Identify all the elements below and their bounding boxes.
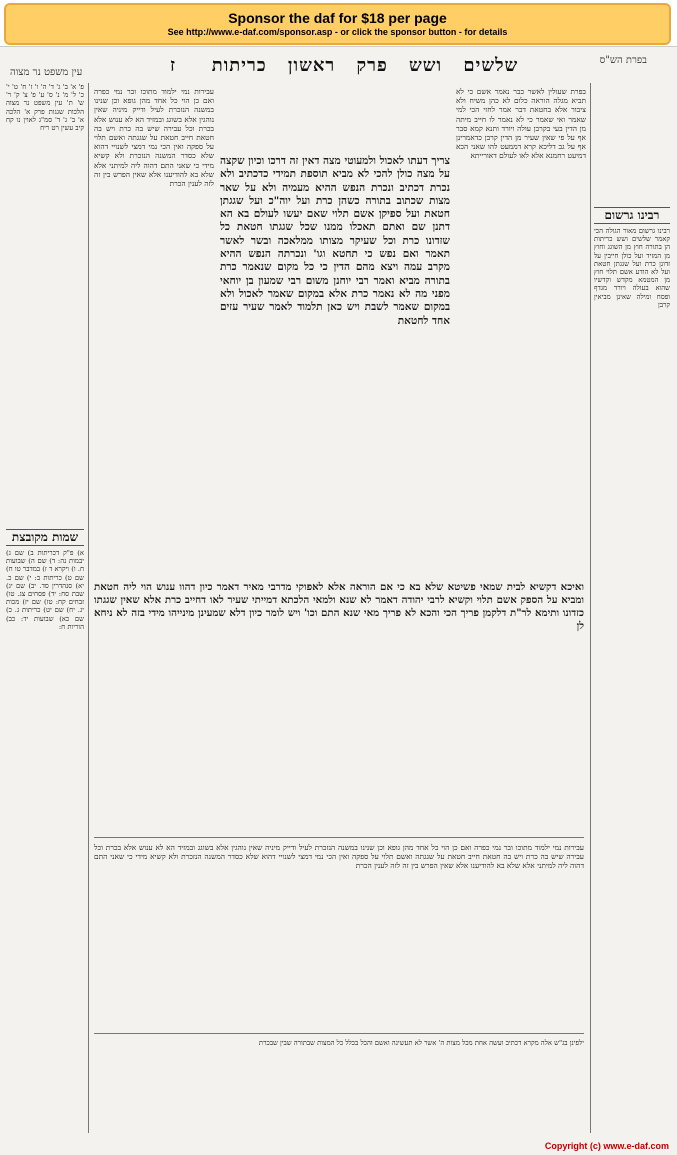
side-label: בפרת הש"ס (599, 55, 647, 66)
bottom-commentary (94, 843, 584, 1027)
copyright-link[interactable]: Copyright (c) www.e-daf.com (544, 1141, 669, 1151)
sponsor-title[interactable]: Sponsor the daf for $18 per page (228, 10, 447, 26)
left-gutter-column (6, 83, 84, 431)
rashi-column (456, 87, 586, 572)
left-references-text: א) פ"ק דכריתות ב) שם ג) יבמות נה: ד) שם ה) שבועות ח. ו) ויקרא ד ז) במדבר טו ח) שם ט) כריתות ב: י) שם כ. יא) סנהדרין סד. יב) שם יג) שבת סח: יד) פסחים צג. טו) זבחים קח: טז) שם יז) מכות יג. יח) שם יט) כריתות ג. כ) שם כא) שבועות יד: כב) הוריות ח: (6, 549, 84, 631)
gemara-lower-text (94, 581, 584, 831)
footer-notes (94, 1039, 584, 1129)
sponsor-banner[interactable] (4, 3, 671, 45)
header-title: שלשים ושש פרק ראשון כריתות (211, 55, 519, 76)
footer-notes-text: ילפינן בג"ש אלה מקרא דכתיב ועשה אחת מכל מצות ה' אשר לא תעשינה ואשם והכל בכלל כל המצות שבתורה שבין שבכרת (258, 1039, 584, 1047)
divider-bottom (94, 837, 584, 838)
rashi-text: בפרת שעולין לאשר כבר נאמר אשם כי לא תביא מגלה הוראה כלום לא כהן משיח ולא ציבור אלא בחטאת דבר אמר לחזי הכי למי שאמר ואי שאמר כי לא נאמר לו חייב מיתה מן הדין בעי בקרבן עולה ויורד ותנא קמא סבר אף על פי שאין שעיר מן הדין קרבן כדאמרינן אף על גב דליכא קרא דממעט להו שאני הכא דמיעט רחמנא אלא לאו לעולם דאורייתא (456, 87, 586, 161)
right-side-column (594, 227, 670, 1132)
divider-right (590, 83, 591, 1133)
gemara-lower: ואיכא דקשיא לבית שמאי פשיטא שלא בא כי אם הוראה אלא לאפוקי מדרבי מאיר דאמר כיון דהוו ענוש הוי ליה חטאת ומביא על הספק אשם תלוי וקשיא לרבי יהודה דאמר לא שנא ולמאי הלכתא דמייתי שעיר לאו דחייב כרת אלא שאין שגגתו כזדונו ותימא לר"ת דלקמן פריך הכי והכא לא פריך מאי שנא התם וכו' ויש לומר כיון דלא שמעינן מינייהו מידי בזה לא ניחא לן (94, 581, 584, 632)
gemara-main-text (220, 155, 450, 575)
gutter-label: עין משפט נר מצוה (10, 67, 83, 78)
divider-footer (94, 1033, 584, 1034)
page-number: ז (170, 55, 177, 76)
bottom-commentary-text: עבירות נמי ילמוד מתוכו ובר נמי כפרה ואם כן הוי כל אחד מהן גופא וכן שנינו במשנה הנזכרת לעיל ודייק מיניה שאין נוהגין אלא בשוגג ובמזיד הא לא ענוש אלא בכרת וכל עבירה שיש בה כרת ויש בה חטאת חייב חטאת על שגגתה ואשם תלוי על ספקה ואין הכי נמי דמצי לשנויי דהוא שלא כסדר המשנה הנזכרת ולא קשיא מידי כי שאני התם דהוה ליה למיתני אלא שלא בא להודיענו אלא שאין הפרש בין זה לזה לענין הכרת (94, 843, 584, 871)
right-box-title: רבינו גרשום (594, 207, 670, 224)
left-box-title: שמות מקובצת (6, 529, 84, 546)
talmud-page (0, 46, 677, 1155)
left-gutter-text: פ' א' ב' ג' ד' ה' ו' ז' ח' ט' י' כ' ל' מ' נ' ס' ע' פ' צ' ק' ר' ש' ת' עין משפט נר מצוה הלכות שגגות פרק א' הלכה א' ב' ג' ד' סמ"ג לאוין נו קח קיב עשין רט ריח (6, 83, 84, 133)
divider-left (88, 83, 89, 1133)
right-side-text: רבינו גרשום מאור הגולה הכי קאמר שלשים ושש כריתות הן בתורה חוץ מן השוגג וחוץ מן המזיד ועל כולן חייבין על זדונן כרת ועל שגגתן חטאת ועל לא הודע אשם תלוי חוץ מן המטמא מקדש וקדשיו שהוא בעולה ויורד מגדף ופסח ומילה שאינן מביאין קרבן (594, 227, 670, 309)
sponsor-subtitle[interactable]: See http://www.e-daf.com/sponsor.asp - or click the sponsor button - for details (167, 27, 508, 37)
left-references-column (6, 549, 84, 1129)
page-header (170, 55, 540, 79)
gemara-text: צריך דעתו לאכול ולמעוטי מצה דאין זה דרכו וכיון שקצה על מצה כולן להכי לא מביא תוספת תמידי כדכתיב ולא נכרת דכתיב ונכרת הנפש ההיא מעמיה ולא על שאר מצות שכתוב בתורה כשהן כרת ועל יוה"כ ועל שגגתן חטאת ועל ספיקן אשם תלוי שאם יעשו לעולם בא הא דתנן שם ואתם תאכלו ממנו שכל שגגתו חטאת כל שזדונו כרת וכל שעיקר מצותו ממלאכה ובשר לאשר תאמר ואם נפש כי תחטא וגו' ונכרתה הנפש ההיא מקרב עמה ויצא מהם הדין כי כל מקום שנאמר כרת בתורה מביא ואמר רבי יוחנן משום רבי שמעון בן יוחאי מפני מה לא נאמר כרת אלא במקום שאמר לאכול ולא במקום שאמר לשבת ויש כאן תלמוד לאמר שעיר עזים אחד לחטאת (220, 155, 450, 327)
tosafot-column (94, 87, 214, 572)
tosafot-text: עבירות נמי ילמוד מתוכו ובר נמי כפרה ואם כן הוי כל אחד מהן גופא וכן שנינו במשנה הנזכרת לעיל ודייק מיניה שאין נוהגין אלא בשוגג ובמזיד הא לא ענוש אלא בכרת וכל עבירה שיש בה כרת ויש בה חטאת חייב חטאת על שגגתה ואשם תלוי על ספקה ואין הכי נמי דמצי לשנויי דהוא שלא כסדר המשנה הנזכרת ולא קשיא מידי כי שאני התם דהוה ליה למיתני אלא שלא בא להודיענו אלא שאין הפרש בין זה לזה לענין הכרת (94, 87, 214, 189)
